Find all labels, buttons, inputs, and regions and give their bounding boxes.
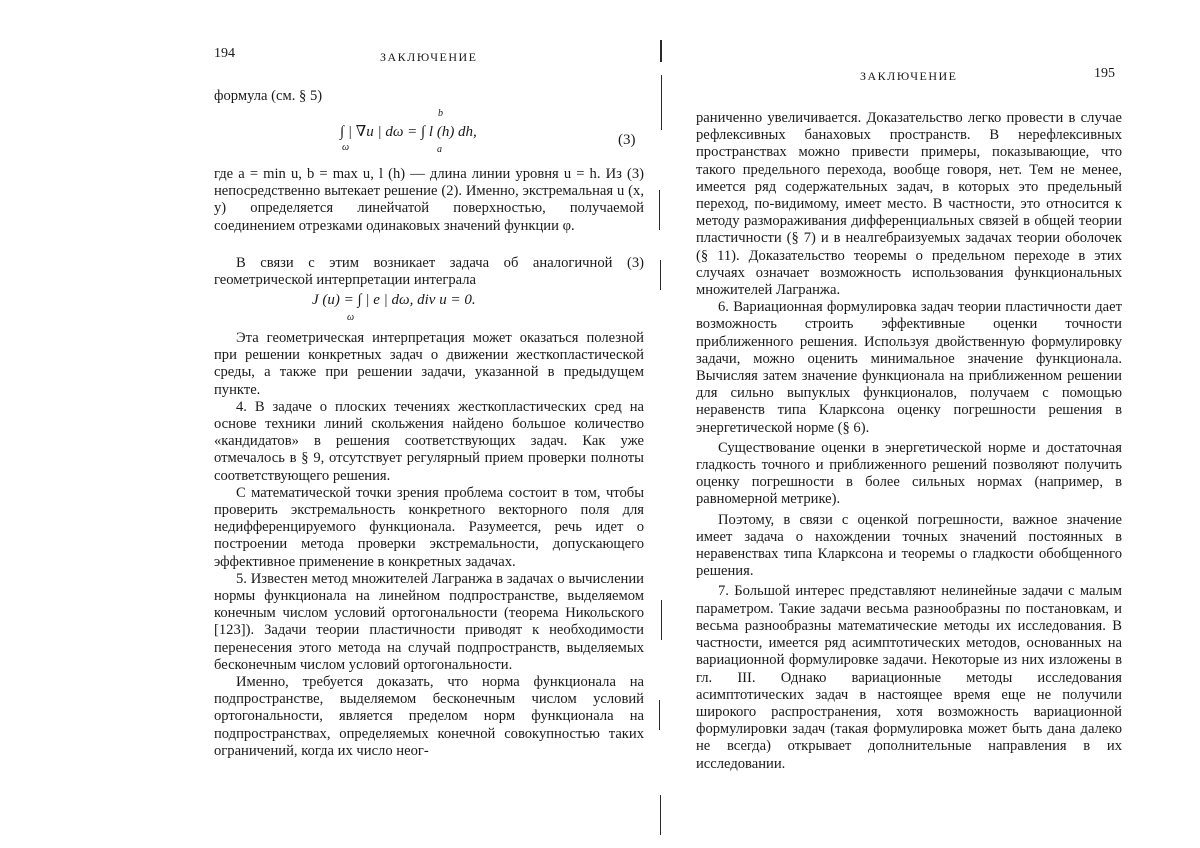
equation-number: (3) xyxy=(618,132,636,148)
page-number-left: 194 xyxy=(214,46,235,61)
left-body: Эта геометрическая интерпретация может оказаться полезной при решении конкретных задач о движении жесткопластической среды, а также при решении задачи, указанной в предыдущем пункте. 4. В задаче о плоских течениях жесткопластических сред на основе техники линий скольжения найдено большое количество «кандидатов» в решения соответствующих задач. Как уже отмечалось в § 9, отсутствует регулярный прием проверки полноты соответствующего решения. С математической точки зрения проблема состоит в том, чтобы проверить экстремальность конкретного векторного поля для недифференцируемого функционала. Разумеется, речь идет о построении метода проверки экстремальности, допускающего эффективное применение в конкретных задачах. 5. Известен метод множителей Лагранжа в задачах о вычислении нормы функционала на линейном подпространстве, выделяемом конечным числом условий ортогональности (теорема Никольского [123]). Задачи теории пластичности приводят к необходимости перенесения этого метода на случай подпространств, выделяемых бесконечным числом условий ортогональности. Именно, требуется доказать, что норма функционала на подпространстве, выделяемом бесконечным числом условий ортогональности, является пределом норм функционала на подпространствах, определяемых конечной совокупностью таких ограничений, когда их число неог- xyxy=(214,330,644,759)
gutter-mark xyxy=(661,75,662,130)
gutter-mark xyxy=(661,600,662,640)
gutter-mark xyxy=(659,700,660,730)
formula-1-upper: b xyxy=(438,108,443,119)
formula-1-lower-right: a xyxy=(437,144,442,155)
formula-1-lower-left: ω xyxy=(342,142,350,153)
intro-line: формула (см. § 5) xyxy=(214,88,323,104)
right-body: раниченно увеличивается. Доказательство легко провести в случае рефлексивных банаховых пространств. В нерефлексивных пространствах можно привести примеры, показывающие, что такого предельного перехода, вообще говоря, нет. Тем не менее, имеется ряд содержательных задач, в которых это предельный переход, по-видимому, имеет место. В частности, это относится к методу размораживания дифференциальных связей в общей теории пластичности (§ 7) и в неалгебраизуемых задачах теории оболочек (§ 11). Доказательство теоремы о предельном переходе в этих случаях означает возможность использования функциональных множителей Лагранжа. 6. Вариационная формулировка задач теории пластичности дает возможность строить эффективные оценки точности приближенного решения. Используя двойственную формулировку задачи, можно оценить минимальное значение функционала. Вычисляя затем значение функционала на приближенном решении для сильно выпуклых функционалов, получаем с помощью неравенств типа Кларксона оценку погрешности решения в энергетической норме (§ 6). Существование оценки в энергетической норме и достаточная гладкость точного и приближенного решений позволяют получить оценку погрешности в более сильных нормах (например, в равномерной метрике). Поэтому, в связи с оценкой погрешности, важное значение имеет задача о нахождении точных значений постоянных в неравенствах типа Кларксона и теоремы о гладкости обобщенного решения. 7. Большой интерес представляют нелинейные задачи с малым параметром. Такие задачи весьма разнообразны по постановкам, и весьма разнообразны математические методы их исследования. В частности, имеется ряд асимптотических методов, основанных на вариационной формулировке задачи. Некоторые из них изложены в гл. III. Однако вариационные методы исследования асимптотических задач в настоящее время еще не получили широкого распространения, хотя возможность вариационной формулировки задач (такая формулировка может быть дана далеко не всегда) открывает дополнительные направления в их исследовании. xyxy=(696,110,1122,772)
formula-2-lower: ω xyxy=(347,312,355,323)
gutter-mark xyxy=(659,190,660,230)
formula-1: ∫ | ∇u | dω = ∫ l (h) dh, xyxy=(340,124,477,140)
page-number-right: 195 xyxy=(1094,66,1115,81)
gutter-mark xyxy=(660,40,662,62)
running-title-right: ЗАКЛЮЧЕНИЕ xyxy=(860,69,958,83)
left-para-2: В связи с этим возникает задача об аналогичной (3) геометрической интерпретации интеграла xyxy=(214,255,644,289)
gutter-mark xyxy=(660,795,661,835)
formula-2: J (u) = ∫ | e | dω, div u = 0. xyxy=(312,292,476,308)
gutter-mark xyxy=(660,260,661,290)
running-title-left: ЗАКЛЮЧЕНИЕ xyxy=(380,50,478,64)
left-para-1: где a = min u, b = max u, l (h) — длина линии уровня u = h. Из (3) непосредственно вытекает решение (2). Именно, экстремальная u (x, y) определяется линейчатой поверхностью, получаемой соединением отрезками одинаковых значений функции φ. xyxy=(214,166,644,234)
